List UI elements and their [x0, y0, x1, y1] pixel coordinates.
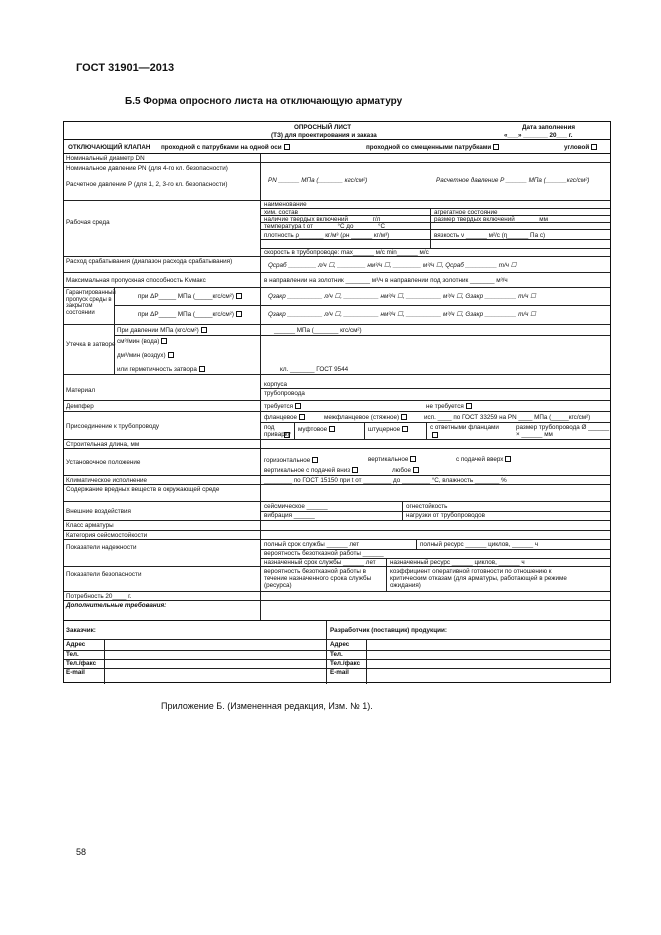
flow-row — [64, 257, 610, 273]
parties-block — [64, 621, 610, 684]
leak-tight-checkbox[interactable] — [199, 366, 205, 372]
dev-fax: Тел./факс — [330, 660, 361, 667]
conn-flange-label: фланцевое — [264, 414, 298, 421]
ext-vib[interactable]: вибрация ______ — [264, 512, 315, 519]
cust-fax: Тел./факс — [66, 660, 97, 667]
opt-through-checkbox[interactable] — [284, 144, 290, 150]
guar-p2-checkbox[interactable] — [236, 311, 242, 317]
climate-label: Климатическое исполнение — [66, 477, 148, 484]
reliability-row — [64, 540, 610, 567]
leak-air-label: дм³/мин (воздух) — [117, 352, 166, 359]
date-label: Дата заполнения — [522, 124, 576, 131]
guar-p1-checkbox[interactable] — [236, 293, 242, 299]
kv-label: Максимальная пропускная способность Kvмакс — [66, 277, 206, 284]
seis-cat-row — [64, 531, 610, 540]
harm-label: Содержание вредных веществ в окружающей среде — [66, 486, 220, 493]
cust-addr: Адрес — [66, 641, 86, 648]
seis-cat-label: Категория сейсмостойкости — [66, 532, 148, 539]
length-label: Строительная длина, мм — [66, 441, 140, 448]
safety-row — [64, 567, 610, 592]
gost-header: ГОСТ 31901—2013 — [76, 62, 175, 74]
length-row — [64, 440, 610, 449]
page-number: 58 — [76, 847, 87, 857]
flow-label: Расход срабатывания (диапазон расхода срабатывания) — [66, 258, 233, 265]
leak-tight-label: или герметичность затвора — [117, 366, 197, 373]
opt-offset-checkbox[interactable] — [493, 144, 499, 150]
cust-email: E-mail — [66, 669, 85, 676]
medium-solids[interactable]: наличие твердых включений ______ г/л — [264, 216, 381, 223]
guar-p2[interactable]: при ΔP_____ МПа (_____кгс/см²) — [138, 311, 234, 318]
appendix-note: Приложение Б. (Измененная редакция, Изм. № 1). — [161, 701, 373, 711]
pr-value[interactable]: Расчетное давление P ______ МПа (______кгс/см²) — [436, 177, 590, 184]
safety-coef[interactable]: коэффициент оперативной готовности по отношению к критическим отказам (для арматуры, работающей в режиме ожидания) — [390, 568, 567, 590]
install-v-checkbox[interactable] — [410, 456, 416, 462]
leak-pressure-label: При давлении МПа (кгс/см²) — [117, 327, 199, 334]
class-row — [64, 521, 610, 531]
leak-class[interactable]: кл. _______ ГОСТ 9544 — [280, 366, 349, 373]
need-row — [64, 592, 610, 601]
rel-full-life[interactable]: полный срок службы ______ лет — [264, 541, 360, 548]
cust-tel: Тел. — [66, 651, 79, 658]
questionnaire-form — [63, 121, 611, 683]
material-row — [64, 375, 610, 401]
rel-assigned[interactable]: назначенный срок службы ______ лет — [264, 559, 376, 566]
medium-visc[interactable]: вязкость ν ______ м²/с (η______ Па с) — [434, 232, 546, 239]
form-title-row — [64, 122, 610, 140]
conn-pin-checkbox[interactable] — [402, 426, 408, 432]
harmful-row — [64, 485, 610, 502]
pn-label: Номинальное давление PN (для 4-го кл. безопасности) — [66, 165, 228, 172]
medium-aggr[interactable]: агрегатное состояние — [434, 209, 498, 216]
dev-tel: Тел. — [330, 651, 343, 658]
opt-offset-label: проходной со смещенными патрубками — [366, 144, 492, 151]
ext-seis[interactable]: сейсмическое ______ — [264, 503, 328, 510]
conn-counter-label: с ответными фланцами — [430, 424, 499, 431]
install-up-label: с подачей вверх — [456, 456, 504, 463]
guar-p1[interactable]: при ΔP_____ МПа (_____кгс/см²) — [138, 293, 234, 300]
safety-label: Показатели безопасности — [66, 571, 142, 578]
leak-block — [64, 325, 610, 375]
section-title: Б.5 Форма опросного листа на отключающую арматуру — [125, 96, 403, 107]
mat-pipe[interactable]: трубопровода — [264, 390, 305, 397]
install-down-checkbox[interactable] — [352, 467, 358, 473]
conn-interflange-label: межфланцевое (стяжное) — [324, 414, 400, 421]
leak-water-checkbox[interactable] — [161, 338, 167, 344]
pr-label: Расчетное давление P (для 1, 2, 3-го кл. безопасности) — [66, 181, 228, 188]
guar-row2[interactable]: Qзакр __________ л/ч ☐, __________ нм³/ч ☐, __________ м³/ч ☐, Gзакр _________ т/ч ☐ — [268, 311, 536, 318]
conn-weld-checkbox[interactable] — [284, 432, 290, 438]
install-up-checkbox[interactable] — [505, 456, 511, 462]
leak-label: Утечка в затворе — [66, 341, 116, 348]
medium-chem[interactable]: хим. состав — [264, 209, 299, 216]
material-label: Материал — [66, 387, 96, 394]
conn-coupling-checkbox[interactable] — [329, 426, 335, 432]
safety-prob[interactable]: вероятность безотказной работы в течение назначенного срока службы (ресурса) — [264, 568, 372, 590]
customer-label: Заказчик: — [66, 627, 96, 634]
flow-value[interactable]: Qсраб ________ л/ч ☐, ________ нм³/ч ☐, ________ м³/ч ☐, Qсраб _________ т/ч ☐ — [268, 262, 517, 269]
install-v-label: вертикальное — [368, 456, 409, 463]
guaranteed-block — [64, 288, 610, 325]
medium-size[interactable]: размер твердых включений ______ мм — [434, 216, 548, 223]
conn-pipesize[interactable]: размер трубопровода Ø ______ × ______ мм — [516, 424, 610, 439]
medium-speed[interactable]: скорость в трубопроводе: max______ м/с min______ м/с — [264, 249, 429, 256]
leak-air-checkbox[interactable] — [168, 352, 174, 358]
conn-weld-label: под приварку — [264, 424, 291, 439]
valve-type: ОТКЛЮЧАЮЩИЙ КЛАПАН — [68, 144, 151, 151]
dev-addr: Адрес — [330, 641, 350, 648]
ext-label: Внешние воздействия — [66, 508, 131, 515]
valve-type-row — [64, 140, 610, 154]
damper-req-checkbox[interactable] — [295, 403, 301, 409]
medium-dens[interactable]: плотность ρ_______ кг/м³ (ρн ______ кг/м³) — [264, 232, 390, 239]
dn-row — [64, 154, 610, 163]
kv-value[interactable]: в направлении на золотник _______ м³/ч в направлении под золотник _______ м³/ч — [264, 277, 508, 284]
opt-through-label: проходной с патрубками на одной оси — [161, 144, 282, 151]
conn-coupling-label: муфтовое — [298, 426, 328, 433]
damper-row — [64, 401, 610, 412]
conn-flange-checkbox[interactable] — [299, 414, 305, 420]
conn-pin-label: штуцерное — [368, 426, 401, 433]
rel-full-res[interactable]: полный ресурс ______ циклов, ______ ч — [420, 541, 539, 548]
form-title: ОПРОСНЫЙ ЛИСТ — [294, 124, 352, 131]
developer-label: Разработчик (поставщик) продукции: — [330, 627, 447, 634]
rel-prob[interactable]: вероятность безотказной работы ______ — [264, 550, 384, 557]
damper-noreq-checkbox[interactable] — [466, 403, 472, 409]
climate-value[interactable]: ________ по ГОСТ 15150 при t от ________ до ________ °С, влажность _______ % — [264, 477, 507, 484]
extra-label: Дополнительные требования: — [66, 602, 167, 609]
conn-label: Присоединение к трубопроводу — [66, 423, 160, 430]
need-label: Потребность 20____ г. — [66, 593, 132, 600]
medium-temp[interactable]: температура t от ______ °С до ______ °С — [264, 223, 386, 230]
leak-pressure-checkbox[interactable] — [201, 327, 207, 333]
medium-block — [64, 201, 610, 257]
opt-angle-label: угловой — [564, 144, 590, 151]
pn-value[interactable]: PN ______ МПа (_______ кгс/см²) — [268, 177, 368, 184]
install-any-checkbox[interactable] — [413, 467, 419, 473]
dn-label: Номинальный диаметр DN — [66, 155, 145, 162]
leak-pressure-value[interactable]: ______ МПа (_______ кгс/см²) — [274, 327, 362, 334]
install-h-label: горизонтальное — [264, 457, 311, 464]
install-down-label: вертикальное с подачей вниз — [264, 467, 351, 474]
class-label: Класс арматуры — [66, 522, 114, 529]
ext-load[interactable]: нагрузки от трубопроводов — [406, 512, 485, 519]
medium-label: Рабочая среда — [66, 219, 110, 226]
connection-row — [64, 412, 610, 440]
medium-name[interactable]: наименование — [264, 201, 307, 208]
damper-noreq-label: не требуется — [426, 403, 464, 410]
install-row — [64, 449, 610, 476]
dev-email: E-mail — [330, 669, 349, 676]
install-any-label: любое — [392, 467, 412, 474]
rel-assigned-res[interactable]: назначенный ресурс ______ циклов, ______ ч — [390, 559, 525, 566]
date-value: «___» _______ 20___ г. — [504, 132, 573, 139]
climate-row — [64, 476, 610, 485]
guar-row1[interactable]: Qзакр __________ л/ч ☐, __________ нм³/ч ☐, __________ м³/ч ☐, Gзакр _________ т/ч ☐ — [268, 293, 536, 300]
kv-row — [64, 273, 610, 288]
conn-counter-checkbox[interactable] — [432, 432, 438, 438]
conn-isp[interactable]: исп. ____ по ГОСТ 33259 на PN ____ МПа (_____кгс/см²) — [424, 414, 591, 421]
ext-fire[interactable]: огнестойкость — [406, 503, 448, 510]
leak-water-label: см³/мин (вода) — [117, 338, 160, 345]
extra-row — [64, 601, 610, 621]
damper-label: Демпфер — [66, 403, 94, 410]
guar-label: Гарантированный пропуск среды в закрытом состоянии — [66, 290, 116, 317]
opt-angle-checkbox[interactable] — [591, 144, 597, 150]
install-h-checkbox[interactable] — [312, 457, 318, 463]
install-label: Установочное положение — [66, 459, 141, 466]
mat-body[interactable]: корпуса — [264, 381, 287, 388]
conn-interflange-checkbox[interactable] — [401, 414, 407, 420]
pressure-row — [64, 163, 610, 201]
reliab-label: Показатели надежности — [66, 544, 137, 551]
form-subtitle: (ТЗ) для проектирования и заказа — [271, 132, 377, 139]
external-row — [64, 502, 610, 521]
damper-req-label: требуется — [264, 403, 294, 410]
